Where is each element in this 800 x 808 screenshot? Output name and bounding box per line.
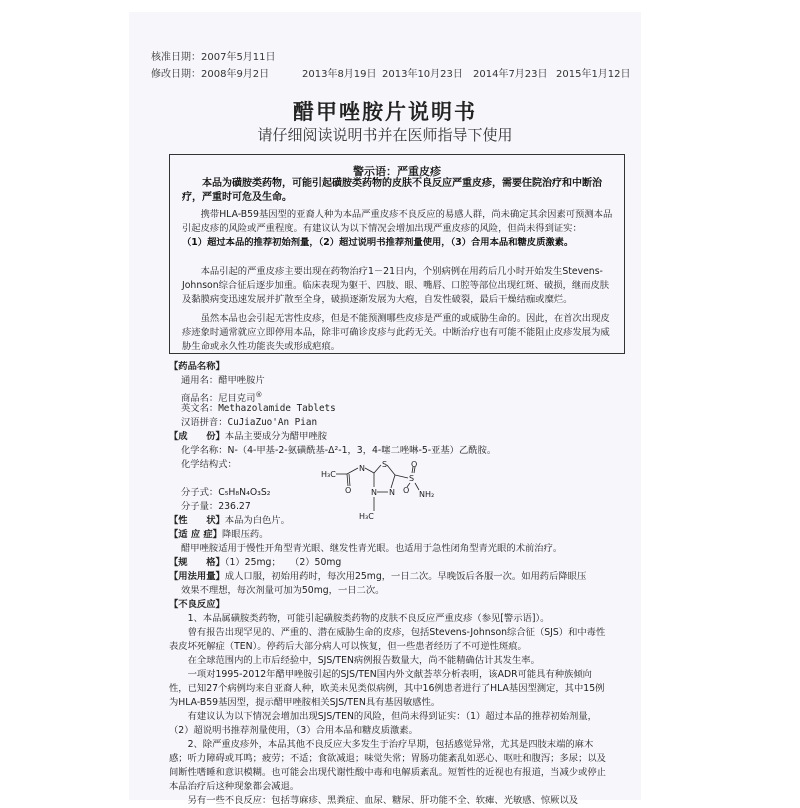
adverse-paragraph: 1、本品属磺胺类药物，可能引起磺胺类药物的皮肤不良反应严重皮疹（参见[警示语]）。 <box>187 613 550 624</box>
trade-label: 商品名： <box>181 393 219 405</box>
dosage-text: 成人口服，初始用药时，每次用25mg，一日二次。早晚饭后各服一次。如用药后降眼压 <box>224 571 587 582</box>
atom-label: NH₂ <box>419 490 435 499</box>
chemical-name-row <box>181 444 496 458</box>
generic-label: 通用名： <box>181 375 219 386</box>
adverse-paragraph: 另有一些不良反应：包括荨麻疹、黑粪症、血尿、糖尿、肝功能不全、软瘫、光敏感、惊厥以及 <box>187 795 579 806</box>
specification-row <box>169 556 341 570</box>
chemical-name: N-（4-甲基-2-氨磺酰基-Δ²-1，3，4-噻二唑啉-5-亚基）乙酰胺。 <box>227 445 497 456</box>
document-subtitle: 请仔细阅读说明书并在医师指导下使用 <box>257 126 513 144</box>
revision-date: 2015年1月12日 <box>556 69 631 80</box>
revision-date: 2014年7月23日 <box>473 69 548 80</box>
document-title: 醋甲唑胺片说明书 <box>293 99 477 124</box>
revision-date: 2008年9月2日 <box>201 69 270 80</box>
molecular-weight: 236.27 <box>218 501 251 512</box>
character-text: 本品为白色片。 <box>224 515 290 526</box>
atom-label: O <box>345 486 352 495</box>
composition-row <box>169 430 327 444</box>
section-dosage: 【用法用量】 <box>169 571 225 582</box>
indications-text: 降眼压药。 <box>221 529 269 540</box>
warning-paragraph: 携带HLA-B59基因型的亚裔人种为本品严重皮疹不良反应的易感人群，尚未确定其余因素可预测本品引起皮疹的风险或严重程度。有建议认为以下情况会增加出现严重皮疹的风险，但尚未得到证实： <box>182 209 613 234</box>
atom-label: O <box>403 486 410 495</box>
approval-date-row <box>151 48 276 63</box>
atom-label: S <box>409 474 415 483</box>
pinyin-name: CuJiaZuo'An Pian <box>227 417 318 428</box>
atom-label: H₃C <box>359 512 374 521</box>
warning-paragraph: 虽然本品也会引起无害性皮疹，但是不能预测哪些皮疹是严重的或威胁生命的。因此，在首次出现皮疹迹象时通常就应立即停用本品，除非可确诊皮疹与此药无关。中断治疗也有可能不能阻止皮疹发展为威胁生命或永久性功能丧失或形成疤痕。 <box>182 313 610 352</box>
indications-detail: 醋甲唑胺适用于慢性开角型青光眼、继发性青光眼。也适用于急性闭角型青光眼的术前治疗。 <box>181 543 563 554</box>
english-name: Methazolamide Tablets <box>218 403 336 414</box>
dosage-row <box>169 570 586 584</box>
dosage-text-cont: 效果不理想，每次剂量可加为50mg，一日二次。 <box>181 585 385 596</box>
warning-paragraph: 本品为磺胺类药物，可能引起磺胺类药物的皮肤不良反应严重皮疹，需要住院治疗和中断治疗，严重时可危及生命。 <box>182 178 602 203</box>
atom-label: N <box>359 464 365 473</box>
adverse-paragraph: 在全球范围内的上市后经验中，SJS/TEN病例报告数量大，尚不能精确估计其发生率。 <box>187 655 540 666</box>
chemical-name-label: 化学名称： <box>181 445 228 456</box>
chemical-structure-diagram <box>319 459 439 527</box>
instruction-sheet <box>129 12 641 806</box>
pinyin-row <box>181 416 317 430</box>
section-character: 【性 状】 <box>169 515 225 526</box>
revision-label: 修改日期： <box>151 69 201 80</box>
approval-label: 核准日期： <box>151 52 201 63</box>
indications-row <box>169 528 268 542</box>
generic-name: 醋甲唑胺片 <box>218 375 265 386</box>
adverse-paragraph: 曾有报告出现罕见的、严重的、潜在威胁生命的皮疹，包括Stevens-Johnson综合征（SJS）和中毒性表皮坏死解症（TEN）。停药后大部分病人可以恢复，但一些患者经历了不可逆性斑痕。 <box>169 627 606 652</box>
composition-text: 本品主要成分为醋甲唑胺 <box>224 431 328 442</box>
character-row <box>169 514 290 528</box>
atom-label: H₃C <box>321 470 336 479</box>
adverse-paragraph: 有建议认为以下情况会增加出现SJS/TEN的风险，但尚未得到证实：（1）超过本品的推荐初始剂量，（2）超说明书推荐剂量使用，（3）合用本品和糖皮质激素。 <box>169 711 597 736</box>
weight-label: 分子量： <box>181 501 219 512</box>
english-name-row <box>181 402 336 416</box>
adverse-paragraph: 2、除严重皮疹外，本品其他不良反应大多发生于治疗早期，包括感觉异常，尤其是四肢末端的麻木感；听力障碍或耳鸣；疲劳；不适；食欲减退；味觉失常；胃肠功能紊乱如恶心、呕吐和腹泻；多尿；以及间断性嗜睡和意识模糊。也可能会出现代谢性酸中毒和电解质紊乱。短暂性的近视也有报道，当减少或停止本品治疗后这种现象都会减退。 <box>169 739 606 792</box>
revision-date-row <box>151 65 269 80</box>
section-drug-name: 【药品名称】 <box>169 361 225 372</box>
formula-row <box>181 486 271 500</box>
revision-date: 2013年10月23日 <box>382 69 463 80</box>
molecular-formula: C₅H₈N₄O₃S₂ <box>218 487 271 498</box>
section-composition: 【成 份】 <box>169 431 225 442</box>
revision-date: 2013年8月19日 <box>302 69 377 80</box>
trade-name: 尼目克司 <box>218 393 256 405</box>
section-specification: 【规 格】 <box>169 557 225 568</box>
warning-heading: 警示语：严重皮疹 <box>353 165 441 178</box>
english-label: 英文名： <box>181 403 219 414</box>
weight-row <box>181 500 251 514</box>
warning-risk-factors: （1）超过本品的推荐初始剂量，（2）超过说明书推荐剂量使用，（3）合用本品和糖皮质激素。 <box>182 237 574 248</box>
formula-label: 分子式： <box>181 487 219 498</box>
section-indications: 【适 应 症】 <box>169 529 222 540</box>
pinyin-label: 汉语拼音： <box>181 417 228 428</box>
specification-text: （1）25mg； （2）50mg <box>224 557 342 568</box>
atom-label: S <box>382 460 388 469</box>
section-adverse-reactions: 【不良反应】 <box>169 599 225 610</box>
structure-label: 化学结构式： <box>181 459 237 470</box>
atom-label: O <box>411 460 418 469</box>
atom-label: N <box>371 488 377 497</box>
registered-mark: ® <box>255 391 263 399</box>
approval-date: 2007年5月11日 <box>201 52 276 63</box>
atom-label: N <box>389 488 395 497</box>
generic-name-row <box>181 374 265 388</box>
warning-box <box>169 154 625 354</box>
adverse-paragraph: 一项对1995-2012年醋甲唑胺引起的SJS/TEN国内外文献荟萃分析表明，该ADR可能具有种族倾向性，已知27个病例均来自亚裔人种，欧美未见类似病例，其中16例患者进行了HLA基因型测定，其中15例为HLA-B59基因型，提示醋甲唑胺相关SJS/TEN具有基因敏感性。 <box>169 669 605 708</box>
warning-paragraph: 本品引起的严重皮疹主要出现在药物治疗1－21日内，个别病例在用药后几小时开始发生Stevens-Johnson综合征后逐步加重。临床表现为躯干、四肢、眼、嘴唇、口腔等部位出现红斑、破损，继而皮肤及黏膜病变迅速发展并扩散至全身，破损逐渐发展为大疱，自发性破裂，最后干燥结痂或糜烂。 <box>182 266 610 305</box>
